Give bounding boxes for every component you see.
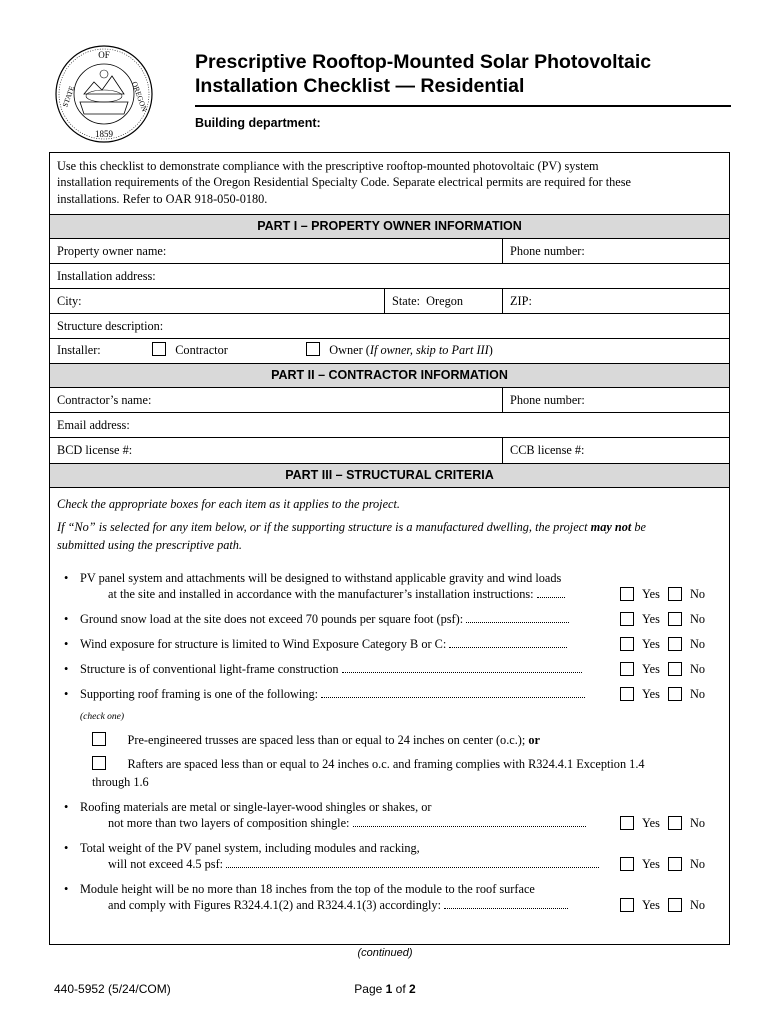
bcd-license-label: BCD license #: xyxy=(57,443,133,457)
state-value: Oregon xyxy=(426,294,464,308)
checklist-form xyxy=(49,152,730,945)
criteria-text: Total weight of the PV panel system, including modules and racking, xyxy=(80,841,420,855)
owner-option-label: Owner xyxy=(329,343,363,357)
no-checkbox[interactable] xyxy=(668,898,682,912)
leader-dots xyxy=(353,816,586,827)
structure-description-field[interactable] xyxy=(50,314,729,338)
no-label: No xyxy=(690,662,706,676)
yes-no-group xyxy=(620,636,724,652)
criteria-item xyxy=(64,570,724,602)
no-checkbox[interactable] xyxy=(668,857,682,871)
intro-text xyxy=(57,158,722,207)
seal-right-text: OREGON xyxy=(130,80,150,113)
no-checkbox[interactable] xyxy=(668,587,682,601)
state-label: State: xyxy=(392,294,421,308)
part1-heading: PART I – PROPERTY OWNER INFORMATION xyxy=(50,214,729,239)
yes-label: Yes xyxy=(642,587,660,601)
contractor-phone-field[interactable] xyxy=(502,388,729,412)
title-divider xyxy=(195,105,731,107)
criteria-text-line2: at the site and installed in accordance with the manufacturer’s installation instructions: xyxy=(108,587,534,601)
yes-label: Yes xyxy=(642,662,660,676)
ccb-license-label: CCB license #: xyxy=(510,443,585,457)
owner-checkbox[interactable] xyxy=(306,342,320,356)
continued-note: (continued) xyxy=(357,947,413,959)
leader-dots xyxy=(537,587,565,598)
state-field xyxy=(384,289,501,313)
title-line-1: Prescriptive Rooftop-Mounted Solar Photovoltaic xyxy=(195,51,652,73)
criteria-text: Module height will be no more than 18 inches from the top of the module to the roof surface xyxy=(80,882,535,896)
trusses-checkbox[interactable] xyxy=(92,732,106,746)
part3-note-emphasis: may not xyxy=(590,520,632,534)
part3-note-text: If “No” is selected for any item below, or if the supporting structure is a manufactured dwelling, the project xyxy=(57,520,588,534)
owner-option-note: If owner, skip to Part III xyxy=(369,343,489,357)
yes-label: Yes xyxy=(642,816,660,830)
criteria-item xyxy=(64,881,724,913)
yes-no-group xyxy=(620,611,724,627)
yes-checkbox[interactable] xyxy=(620,637,634,651)
yes-checkbox[interactable] xyxy=(620,612,634,626)
page-total: 2 xyxy=(409,982,416,996)
criteria-text-line2: will not exceed 4.5 psf: xyxy=(108,857,224,871)
no-label: No xyxy=(690,857,706,871)
yes-checkbox[interactable] xyxy=(620,687,634,701)
yes-no-group xyxy=(620,856,724,872)
email-row xyxy=(50,413,729,438)
structure-row xyxy=(50,314,729,339)
no-checkbox[interactable] xyxy=(668,816,682,830)
yes-label: Yes xyxy=(642,687,660,701)
zip-field[interactable] xyxy=(502,289,729,313)
yes-no-group xyxy=(620,586,724,602)
contractor-name-field[interactable] xyxy=(50,388,501,412)
part2-heading: PART II – CONTRACTOR INFORMATION xyxy=(50,363,729,388)
contractor-name-row xyxy=(50,388,729,413)
bullet-icon: • xyxy=(64,662,69,676)
yes-label: Yes xyxy=(642,857,660,871)
seal-left-text: STATE xyxy=(60,84,77,109)
criteria-text-line2: and comply with Figures R324.4.1(2) and R324.4.1(3) accordingly: xyxy=(108,898,441,912)
page-prefix: Page xyxy=(354,982,383,996)
yes-no-group xyxy=(620,661,724,677)
leader-dots xyxy=(226,857,599,868)
owner-phone-field[interactable] xyxy=(502,239,729,263)
part3-note-line2: submitted using the prescriptive path. xyxy=(57,538,242,552)
form-number: 440-5952 (5/24/COM) xyxy=(54,982,171,996)
yes-checkbox[interactable] xyxy=(620,857,634,871)
seal-top-text: OF xyxy=(98,50,110,60)
installation-address-label: Installation address: xyxy=(57,269,156,283)
yes-checkbox[interactable] xyxy=(620,587,634,601)
leader-dots xyxy=(466,612,569,623)
page-title xyxy=(195,50,735,98)
intro-line: installation requirements of the Oregon Residential Specialty Code. Separate electrical permits are required for these xyxy=(57,175,631,190)
owner-name-label: Property owner name: xyxy=(57,244,167,258)
rafters-option-label: Rafters are spaced less than or equal to 24 inches o.c. and framing complies with R324.4.1 Exception 1.4 xyxy=(127,757,645,771)
contractor-checkbox[interactable] xyxy=(152,342,166,356)
owner-phone-label: Phone number: xyxy=(510,244,585,258)
criteria-text: Wind exposure for structure is limited to Wind Exposure Category B or C: xyxy=(80,637,447,651)
bullet-icon: • xyxy=(64,882,69,896)
criteria-text: Ground snow load at the site does not exceed 70 pounds per square foot (psf): xyxy=(80,612,464,626)
owner-name-row xyxy=(50,239,729,264)
leader-dots xyxy=(449,637,567,648)
installer-label: Installer: xyxy=(57,343,101,357)
owner-option[interactable]: Owner (If owner, skip to Part III) xyxy=(299,339,493,363)
contractor-option[interactable] xyxy=(145,339,228,363)
rafters-option-line2: through 1.6 xyxy=(92,775,149,789)
contractor-phone-label: Phone number: xyxy=(510,393,585,407)
no-checkbox[interactable] xyxy=(668,662,682,676)
yes-label: Yes xyxy=(642,612,660,626)
part3-heading: PART III – STRUCTURAL CRITERIA xyxy=(50,463,729,488)
no-label: No xyxy=(690,898,706,912)
city-row xyxy=(50,289,729,314)
framing-option-trusses xyxy=(92,731,722,749)
yes-label: Yes xyxy=(642,898,660,912)
installation-address-field[interactable] xyxy=(50,264,729,288)
seal-year: 1859 xyxy=(95,129,113,139)
yes-no-group xyxy=(620,686,724,702)
bullet-icon: • xyxy=(64,571,69,585)
criteria-text: Supporting roof framing is one of the following: xyxy=(80,687,319,701)
page-current: 1 xyxy=(385,982,393,996)
yes-no-group xyxy=(620,815,724,831)
ccb-license-field[interactable] xyxy=(502,438,729,463)
title-line-2: Installation Checklist — Residential xyxy=(195,75,525,97)
intro-line: Use this checklist to demonstrate compliance with the prescriptive rooftop-mounted photovoltaic (PV) system xyxy=(57,159,599,173)
leader-dots xyxy=(444,898,568,909)
part3-instruction: Check the appropriate boxes for each item as it applies to the project. xyxy=(57,497,400,511)
bullet-icon: • xyxy=(64,841,69,855)
address-row xyxy=(50,264,729,289)
city-label: City: xyxy=(57,294,82,308)
criteria-item xyxy=(64,636,724,652)
leader-dots xyxy=(342,662,582,673)
or-label: or xyxy=(528,733,541,747)
criteria-item xyxy=(64,840,724,872)
owner-name-field[interactable] xyxy=(50,239,501,263)
no-checkbox[interactable] xyxy=(668,687,682,701)
bullet-icon: • xyxy=(64,800,69,814)
page-of: of xyxy=(395,982,406,996)
email-field[interactable] xyxy=(50,413,729,437)
leader-dots xyxy=(321,687,585,698)
no-label: No xyxy=(690,687,706,701)
criteria-text: PV panel system and attachments will be designed to withstand applicable gravity and wind loads xyxy=(80,571,562,585)
no-label: No xyxy=(690,587,706,601)
bullet-icon: • xyxy=(64,637,69,651)
page-number xyxy=(0,982,770,996)
rafters-checkbox[interactable] xyxy=(92,756,106,770)
criteria-item xyxy=(64,686,724,702)
check-one-note: (check one) xyxy=(80,712,125,722)
city-field[interactable] xyxy=(50,289,383,313)
email-label: Email address: xyxy=(57,418,130,432)
yes-no-group xyxy=(620,897,724,913)
criteria-item xyxy=(64,799,724,831)
part3-note xyxy=(57,518,722,554)
zip-label: ZIP: xyxy=(510,294,532,308)
criteria-item xyxy=(64,661,724,677)
intro-line: installations. Refer to OAR 918-050-0180. xyxy=(57,191,268,206)
part3-note-text-end: be xyxy=(634,520,646,534)
framing-option-rafters xyxy=(92,755,722,773)
no-label: No xyxy=(690,612,706,626)
no-label: No xyxy=(690,637,706,651)
no-checkbox[interactable] xyxy=(668,612,682,626)
structure-description-label: Structure description: xyxy=(57,319,164,333)
contractor-option-label: Contractor xyxy=(175,343,228,357)
building-department-label: Building department: xyxy=(195,116,321,130)
trusses-option-label: Pre-engineered trusses are spaced less than or equal to 24 inches on center (o.c.); xyxy=(127,733,526,747)
yes-checkbox[interactable] xyxy=(620,898,634,912)
license-row xyxy=(50,438,729,463)
yes-checkbox[interactable] xyxy=(620,816,634,830)
bcd-license-field[interactable] xyxy=(50,438,501,463)
no-checkbox[interactable] xyxy=(668,637,682,651)
yes-checkbox[interactable] xyxy=(620,662,634,676)
bullet-icon: • xyxy=(64,687,69,701)
yes-label: Yes xyxy=(642,637,660,651)
criteria-text: Structure is of conventional light-frame construction xyxy=(80,662,339,676)
contractor-name-label: Contractor’s name: xyxy=(57,393,152,407)
installer-row xyxy=(50,339,729,363)
criteria-text-line2: not more than two layers of composition shingle: xyxy=(108,816,350,830)
bullet-icon: • xyxy=(64,612,69,626)
no-label: No xyxy=(690,816,706,830)
criteria-item xyxy=(64,611,724,627)
criteria-text: Roofing materials are metal or single-layer-wood shingles or shakes, or xyxy=(80,800,432,814)
state-seal-logo xyxy=(54,44,154,144)
